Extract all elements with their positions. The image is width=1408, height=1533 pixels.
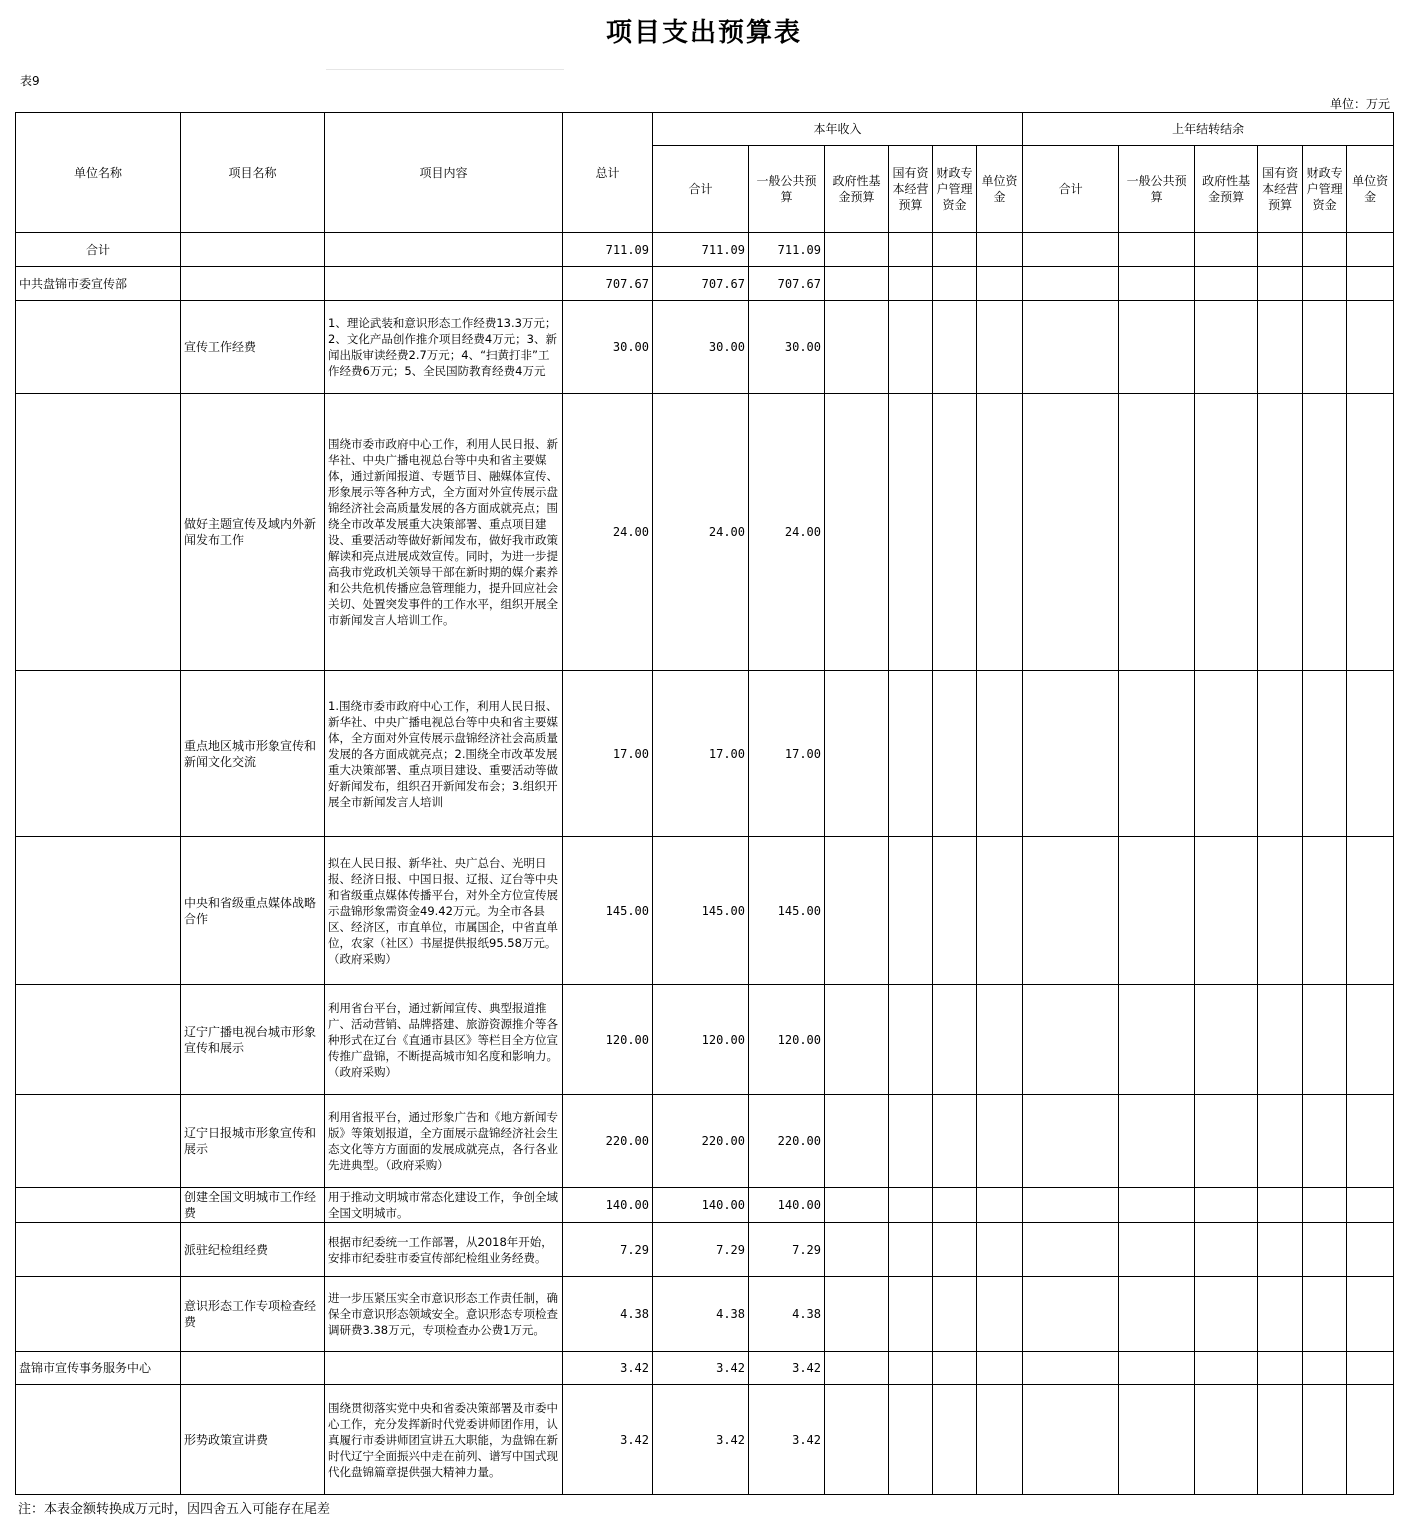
total-cell: 220.00 <box>563 1095 653 1188</box>
project-content-cell <box>325 1352 563 1385</box>
cur-subtotal-cell: 17.00 <box>653 671 749 837</box>
project-content-cell: 拟在人民日报、新华社、央广总台、光明日报、经济日报、中国日报、辽报、辽台等中央和省级重点媒体传播平台，对外全方位宣传展示盘锦形象需资金49.42万元。为全市各县区、经济区，市直单位，市属国企，中省直单位，农家（社区）书屋提供报纸95.58万元。（政府采购） <box>325 837 563 985</box>
cur-subtotal-cell: 7.29 <box>653 1223 749 1277</box>
project-name-cell <box>181 1352 325 1385</box>
unit-name-cell <box>16 1277 181 1352</box>
unit-name-cell <box>16 1223 181 1277</box>
project-name-cell: 形势政策宣讲费 <box>181 1385 325 1495</box>
unit-name-cell <box>16 1188 181 1223</box>
unit-name-cell <box>16 1095 181 1188</box>
project-name-cell <box>181 233 325 267</box>
project-content-cell: 用于推动文明城市常态化建设工作，争创全域全国文明城市。 <box>325 1188 563 1223</box>
header-cur-state-capital: 国有资本经营预算 <box>889 146 933 233</box>
project-content-cell: 利用省台平台，通过新闻宣传、典型报道推广、活动营销、品牌搭建、旅游资源推介等各种形式在辽台《直通市县区》等栏目全方位宣传推广盘锦，不断提高城市知名度和影响力。（政府采购） <box>325 985 563 1095</box>
header-cur-general: 一般公共预算 <box>749 146 825 233</box>
table-row <box>16 1095 1394 1188</box>
table-row <box>16 301 1394 394</box>
header-prior-subtotal: 合计 <box>1023 146 1119 233</box>
header-prior-state-capital: 国有资本经营预算 <box>1258 146 1303 233</box>
cur-general-cell: 3.42 <box>749 1352 825 1385</box>
table-row <box>16 671 1394 837</box>
header-prior-special-account: 财政专户管理资金 <box>1303 146 1347 233</box>
header-cur-subtotal: 合计 <box>653 146 749 233</box>
total-cell: 4.38 <box>563 1277 653 1352</box>
project-content-cell <box>325 267 563 301</box>
unit-name-cell <box>16 301 181 394</box>
cur-subtotal-cell: 3.42 <box>653 1352 749 1385</box>
cur-general-cell: 17.00 <box>749 671 825 837</box>
unit-label: 单位：万元 <box>1329 97 1390 111</box>
project-name-cell: 中央和省级重点媒体战略合作 <box>181 837 325 985</box>
table-row <box>16 985 1394 1095</box>
table-number: 表9 <box>20 74 40 88</box>
unit-name-cell <box>16 1385 181 1495</box>
cur-subtotal-cell: 707.67 <box>653 267 749 301</box>
budget-table <box>15 112 1394 1495</box>
header-project-content: 项目内容 <box>325 113 563 233</box>
cur-general-cell: 707.67 <box>749 267 825 301</box>
cur-general-cell: 24.00 <box>749 394 825 671</box>
project-name-cell: 重点地区城市形象宣传和新闻文化交流 <box>181 671 325 837</box>
header-project-name: 项目名称 <box>181 113 325 233</box>
header-unit-name: 单位名称 <box>16 113 181 233</box>
page-title: 项目支出预算表 <box>605 18 802 48</box>
total-cell: 7.29 <box>563 1223 653 1277</box>
total-cell: 3.42 <box>563 1385 653 1495</box>
total-cell: 30.00 <box>563 301 653 394</box>
project-content-cell: 根据市纪委统一工作部署，从2018年开始，安排市纪委驻市委宣传部纪检组业务经费。 <box>325 1223 563 1277</box>
project-name-cell: 创建全国文明城市工作经费 <box>181 1188 325 1223</box>
cur-subtotal-cell: 24.00 <box>653 394 749 671</box>
table-row <box>16 394 1394 671</box>
cur-subtotal-cell: 3.42 <box>653 1385 749 1495</box>
cur-general-cell: 120.00 <box>749 985 825 1095</box>
cur-general-cell: 140.00 <box>749 1188 825 1223</box>
total-cell: 145.00 <box>563 837 653 985</box>
cur-general-cell: 7.29 <box>749 1223 825 1277</box>
project-name-cell <box>181 267 325 301</box>
unit-name-cell: 中共盘锦市委宣传部 <box>16 267 181 301</box>
unit-name-cell: 合计 <box>16 233 181 267</box>
cur-subtotal-cell: 220.00 <box>653 1095 749 1188</box>
header-cur-gov-fund: 政府性基金预算 <box>825 146 889 233</box>
table-row <box>16 1188 1394 1223</box>
table-row <box>16 267 1394 301</box>
cur-subtotal-cell: 30.00 <box>653 301 749 394</box>
project-content-cell: 围绕市委市政府中心工作，利用人民日报、新华社、中央广播电视总台等中央和省主要媒体，通过新闻报道、专题节目、融媒体宣传、形象展示等各种方式，全方面对外宣传展示盘锦经济社会高质量发展的各方面成就亮点；围绕全市改革发展重大决策部署、重点项目建设、重要活动等做好新闻发布，做好我市政策解读和亮点进展成效宣传。同时，为进一步提高我市党政机关领导干部在新时期的媒介素养和公共危机传播应急管理能力，提升回应社会关切、处置突发事件的工作水平，组织开展全市新闻发言人培训工作。 <box>325 394 563 671</box>
project-name-cell: 意识形态工作专项检查经费 <box>181 1277 325 1352</box>
project-name-cell: 派驻纪检组经费 <box>181 1223 325 1277</box>
header-cur-unit-funds: 单位资金 <box>977 146 1023 233</box>
cur-subtotal-cell: 4.38 <box>653 1277 749 1352</box>
total-cell: 711.09 <box>563 233 653 267</box>
project-content-cell: 围绕贯彻落实党中央和省委决策部署及市委中心工作，充分发挥新时代党委讲师团作用，认真履行市委讲师团宣讲五大职能，为盘锦在新时代辽宁全面振兴中走在前列、谱写中国式现代化盘锦篇章提供强大精神力量。 <box>325 1385 563 1495</box>
project-content-cell: 利用省报平台，通过形象广告和《地方新闻专版》等策划报道，全方面展示盘锦经济社会生态文化等方方面面的发展成就亮点，各行各业先进典型。（政府采购） <box>325 1095 563 1188</box>
table-row <box>16 1223 1394 1277</box>
project-content-cell <box>325 233 563 267</box>
header-current-income: 本年收入 <box>653 113 1023 146</box>
total-cell: 24.00 <box>563 394 653 671</box>
cur-general-cell: 3.42 <box>749 1385 825 1495</box>
table-row <box>16 1277 1394 1352</box>
divider <box>326 69 564 70</box>
unit-name-cell <box>16 985 181 1095</box>
header-cur-special-account: 财政专户管理资金 <box>933 146 977 233</box>
unit-name-cell <box>16 394 181 671</box>
total-cell: 707.67 <box>563 267 653 301</box>
cur-subtotal-cell: 140.00 <box>653 1188 749 1223</box>
unit-name-cell <box>16 837 181 985</box>
project-name-cell: 宣传工作经费 <box>181 301 325 394</box>
table-row <box>16 837 1394 985</box>
project-name-cell: 辽宁日报城市形象宣传和展示 <box>181 1095 325 1188</box>
footnote: 注：本表金额转换成万元时，因四舍五入可能存在尾差 <box>18 1502 331 1517</box>
project-content-cell: 1、理论武装和意识形态工作经费13.3万元；2、文化产品创作推介项目经费4万元；3、新闻出版审读经费2.7万元；4、“扫黄打非”工作经费6万元；5、全民国防教育经费4万元 <box>325 301 563 394</box>
cur-general-cell: 145.00 <box>749 837 825 985</box>
project-content-cell: 1.围绕市委市政府中心工作，利用人民日报、新华社、中央广播电视总台等中央和省主要媒体，全方面对外宣传展示盘锦经济社会高质量发展的各方面成就亮点；2.围绕全市改革发展重大决策部署、重点项目建设、重要活动等做好新闻发布，组织召开新闻发布会；3.组织开展全市新闻发言人培训 <box>325 671 563 837</box>
table-row <box>16 233 1394 267</box>
cur-subtotal-cell: 120.00 <box>653 985 749 1095</box>
table-row <box>16 1352 1394 1385</box>
project-content-cell: 进一步压紧压实全市意识形态工作责任制，确保全市意识形态领域安全。意识形态专项检查调研费3.38万元，专项检查办公费1万元。 <box>325 1277 563 1352</box>
project-name-cell: 辽宁广播电视台城市形象宣传和展示 <box>181 985 325 1095</box>
header-prior-carryover: 上年结转结余 <box>1023 113 1394 146</box>
total-cell: 3.42 <box>563 1352 653 1385</box>
total-cell: 140.00 <box>563 1188 653 1223</box>
cur-subtotal-cell: 145.00 <box>653 837 749 985</box>
cur-general-cell: 30.00 <box>749 301 825 394</box>
cur-general-cell: 711.09 <box>749 233 825 267</box>
cur-general-cell: 4.38 <box>749 1277 825 1352</box>
header-total: 总计 <box>563 113 653 233</box>
total-cell: 120.00 <box>563 985 653 1095</box>
cur-subtotal-cell: 711.09 <box>653 233 749 267</box>
project-name-cell: 做好主题宣传及域内外新闻发布工作 <box>181 394 325 671</box>
header-prior-general: 一般公共预算 <box>1119 146 1195 233</box>
total-cell: 17.00 <box>563 671 653 837</box>
unit-name-cell: 盘锦市宣传事务服务中心 <box>16 1352 181 1385</box>
unit-name-cell <box>16 671 181 837</box>
header-prior-unit-funds: 单位资金 <box>1347 146 1394 233</box>
header-prior-gov-fund: 政府性基金预算 <box>1195 146 1258 233</box>
table-row <box>16 1385 1394 1495</box>
cur-general-cell: 220.00 <box>749 1095 825 1188</box>
